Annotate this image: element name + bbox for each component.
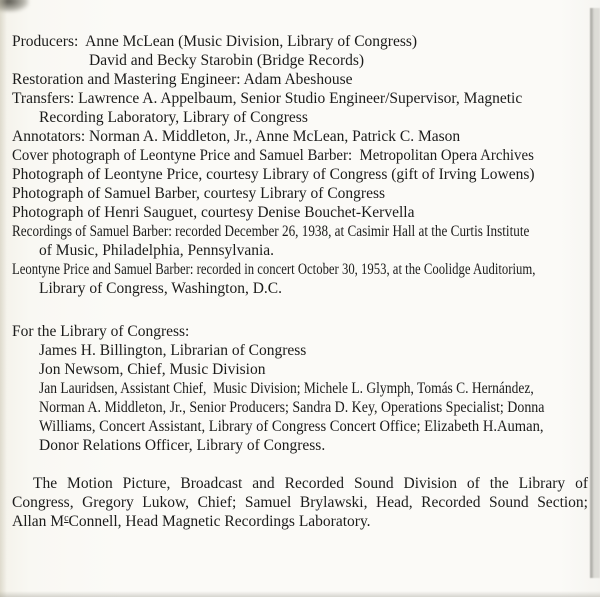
text-line: Annotators: Norman A. Middleton, Jr., Anne McLean, Patrick C. Mason xyxy=(12,128,461,145)
text-line: Jon Newsom, Chief, Music Division xyxy=(39,361,266,378)
page-bottom-edge-shadow xyxy=(0,591,600,597)
text-segment: Allan M xyxy=(12,513,65,530)
text-line: James H. Billington, Librarian of Congress xyxy=(39,342,307,359)
text-line: Jan Lauridsen, Assistant Chief, Music Division; Michele L. Glymph, Tomás C. Hernández, xyxy=(39,380,534,397)
text-line: Transfers: Lawrence A. Appelbaum, Senior Studio Engineer/Supervisor, Magnetic xyxy=(12,90,523,107)
credits-text-block xyxy=(12,32,588,531)
text-line: Cover photograph of Leontyne Price and Samuel Barber: Metropolitan Opera Archives xyxy=(12,147,534,164)
text-line xyxy=(12,512,588,531)
text-line: The Motion Picture, Broadcast and Recorded Sound Division of the Library of xyxy=(33,475,588,492)
library-of-congress-section xyxy=(12,322,588,455)
text-line: Photograph of Leontyne Price, courtesy Library of Congress (gift of Irving Lowens) xyxy=(12,166,535,183)
text-line: Donor Relations Officer, Library of Congress. xyxy=(39,437,326,454)
text-line: Leontyne Price and Samuel Barber: recorded in concert October 30, 1953, at the Coolidge Auditorium, xyxy=(12,261,536,278)
text-line: Producers: Anne McLean (Music Division, Library of Congress) xyxy=(12,33,418,50)
text-line: David and Becky Starobin (Bridge Records) xyxy=(89,52,365,69)
section-heading: For the Library of Congress: xyxy=(12,323,190,340)
page-left-edge-shadow xyxy=(0,0,7,597)
text-line: Photograph of Henri Sauguet, courtesy Denise Bouchet-Kervella xyxy=(12,204,415,221)
production-credits-section xyxy=(12,32,588,298)
text-line: Recordings of Samuel Barber: recorded December 26, 1938, at Casimir Hall at the Curtis Institute xyxy=(12,223,530,240)
text-line: Congress, Gregory Lukow, Chief; Samuel Brylawski, Head, Recorded Sound Section; xyxy=(12,494,588,511)
text-line: Recording Laboratory, Library of Congress xyxy=(39,109,308,126)
text-segment: Connell, Head Magnetic Recordings Laboratory. xyxy=(68,513,371,530)
text-line: Library of Congress, Washington, D.C. xyxy=(39,280,282,297)
mpbrs-paragraph xyxy=(12,474,588,531)
text-line: Photograph of Samuel Barber, courtesy Library of Congress xyxy=(12,185,386,202)
text-line: Restoration and Mastering Engineer: Adam Abeshouse xyxy=(12,71,353,88)
superscript-c: c xyxy=(64,513,69,524)
page-right-edge-shadow xyxy=(590,8,600,578)
text-line: Norman A. Middleton, Jr., Senior Producers; Sandra D. Key, Operations Specialist; Donna xyxy=(39,399,545,416)
text-line: of Music, Philadelphia, Pennsylvania. xyxy=(39,242,275,259)
text-line: Williams, Concert Assistant, Library of Congress Concert Office; Elizabeth H.Auman, xyxy=(39,418,544,435)
